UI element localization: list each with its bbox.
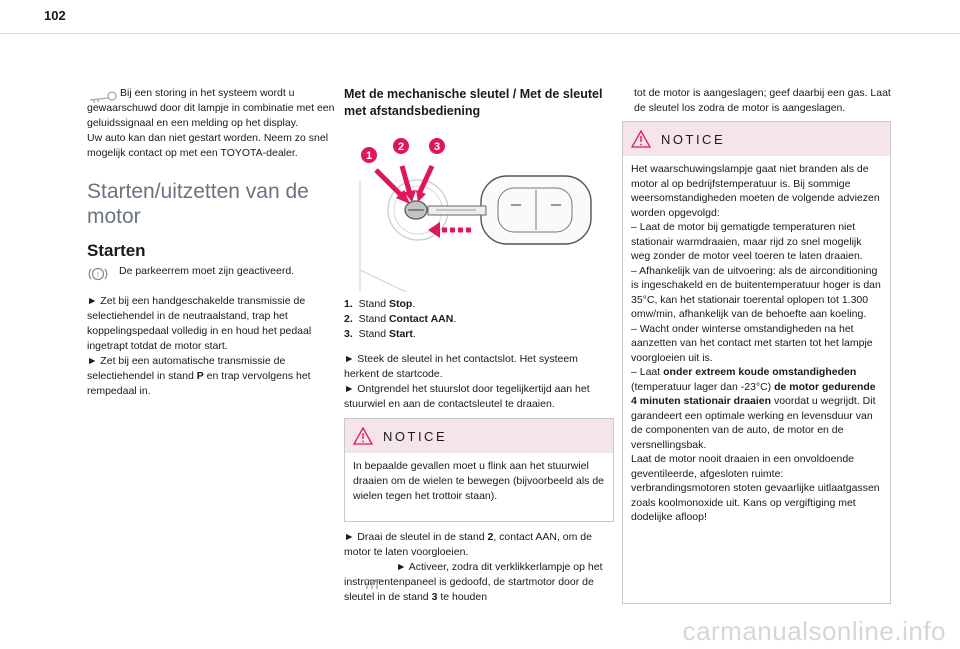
notice-p5: – Laat onder extreem koude omstandigheden (temperatuur lager dan -23°C) de motor gedurende 4 minuten stationair draaien voordat u wegrijdt. Dit garandeert een optimale werking en levensduur van de componenten van de auto, de motor en de versnellingsbak.	[631, 366, 876, 451]
notice-text: In bepaalde gevallen moet u flink aan het stuurwiel draaien om de wielen te bewegen (bijvoorbeeld als de wielen tegen het trottoir staan).	[353, 460, 604, 502]
notice-p1: Het waarschuwingslampje gaat niet branden als de motor al op bedrijfstemperatuur is. Bij sommige weersomstandigheden moeten de volgende adviezen worden opgevolgd:	[631, 163, 880, 219]
position-2: 2. Stand Contact AAN.	[344, 313, 457, 325]
auto-step: ► Zet bij een automatische transmissie de selectiehendel in stand P en trap vervolgens het rempedaal in.	[87, 355, 311, 397]
warning-text-2: Uw auto kan dan niet gestart worden. Neem zo snel mogelijk contact op met een TOYOTA-dealer.	[87, 132, 329, 159]
figure-label-2-text: 2	[397, 141, 405, 153]
header-divider	[0, 33, 960, 34]
parking-brake-icon	[87, 266, 109, 282]
svg-text:!: !	[97, 272, 99, 279]
notice-title: NOTICE	[661, 131, 726, 147]
position-1: 1. Stand Stop.	[344, 298, 416, 310]
notice-p2: – Laat de motor bij gematigde temperaturen niet stationair warmdraaien, maar rijd zo snel mogelijk weg zonder de motor veel toeren te laten draaien.	[631, 221, 863, 262]
ignition-key-illustration	[346, 130, 608, 292]
figure-label-3-text: 3	[433, 141, 441, 153]
warning-triangle-icon	[353, 427, 373, 445]
notice-p6: Laat de motor nooit draaien in een onvoldoende geventileerde, afgesloten ruimte: verbrandingsmotoren stoten gevaarlijke uitlaatgassen zoals koolmonoxide uit. Kans op vergiftiging met dodelijke afloop!	[631, 453, 880, 523]
step-start: ► Activeer, zodra dit verklikkerlampje op het instrumentenpaneel is gedoofd, de startmotor door de sleutel in de stand 3 te houden	[344, 561, 603, 603]
key-warning-icon	[88, 90, 118, 106]
figure-label-1-text: 1	[365, 150, 373, 162]
column-2	[344, 86, 612, 120]
warning-text: Bij een storing in het systeem wordt u gewaarschuwd door dit lampje in combinatie met een geluidssignaal en een melding op het display.	[87, 87, 335, 129]
parking-note: De parkeerrem moet zijn geactiveerd.	[119, 265, 295, 277]
column-2-body	[344, 297, 612, 412]
notice-title: NOTICE	[383, 428, 448, 444]
position-3: 3. Stand Start.	[344, 328, 416, 340]
watermark: carmanualsonline.info	[682, 616, 946, 646]
column-1	[87, 86, 337, 399]
page-number: 102	[44, 8, 66, 23]
step-insert-key: ► Steek de sleutel in het contactslot. Het systeem herkent de startcode.	[344, 353, 578, 380]
key-heading: Met de mechanische sleutel / Met de sleutel met afstandsbediening	[344, 87, 603, 118]
notice-p3: – Afhankelijk van de uitvoering: als de airconditioning is ingeschakeld en de buitentemperatuur hoger is dan 35°C, kan het stationair toerental oplopen tot 1.300 omw/min, afhankelijk van de behoefte aan koeling.	[631, 264, 881, 320]
intro-text: tot de motor is aangeslagen; geef daarbij een gas. Laat de sleutel los zodra de motor is aangeslagen.	[634, 87, 891, 114]
column-3	[634, 86, 892, 116]
notice-header	[345, 419, 613, 453]
notice-box-temperature	[622, 121, 891, 604]
warning-triangle-icon	[631, 130, 651, 148]
step-unlock-steering: ► Ontgrendel het stuurslot door tegelijkertijd aan het stuurwiel en aan de contactsleutel te draaien.	[344, 383, 590, 410]
column-2-tail	[344, 530, 612, 605]
notice-box-steering	[344, 418, 614, 522]
preglow-icon	[362, 577, 382, 591]
notice-header	[623, 122, 890, 156]
manual-step: ► Zet bij een handgeschakelde transmissie de selectiehendel in de neutraalstand, trap het koppelingspedaal volledig in en houd het pedaal ingetrapt totdat de motor start.	[87, 295, 312, 352]
section-title: Starten/uitzetten van de motor	[87, 180, 309, 228]
subtitle-starten: Starten	[87, 241, 146, 260]
step-preglow: ► Draai de sleutel in de stand 2, contact AAN, om de motor te laten voorgloeien.	[344, 531, 592, 558]
notice-p4: – Wacht onder winterse omstandigheden na het aanzetten van het contact met starten tot het lampje voorgloeien uit is.	[631, 322, 873, 364]
